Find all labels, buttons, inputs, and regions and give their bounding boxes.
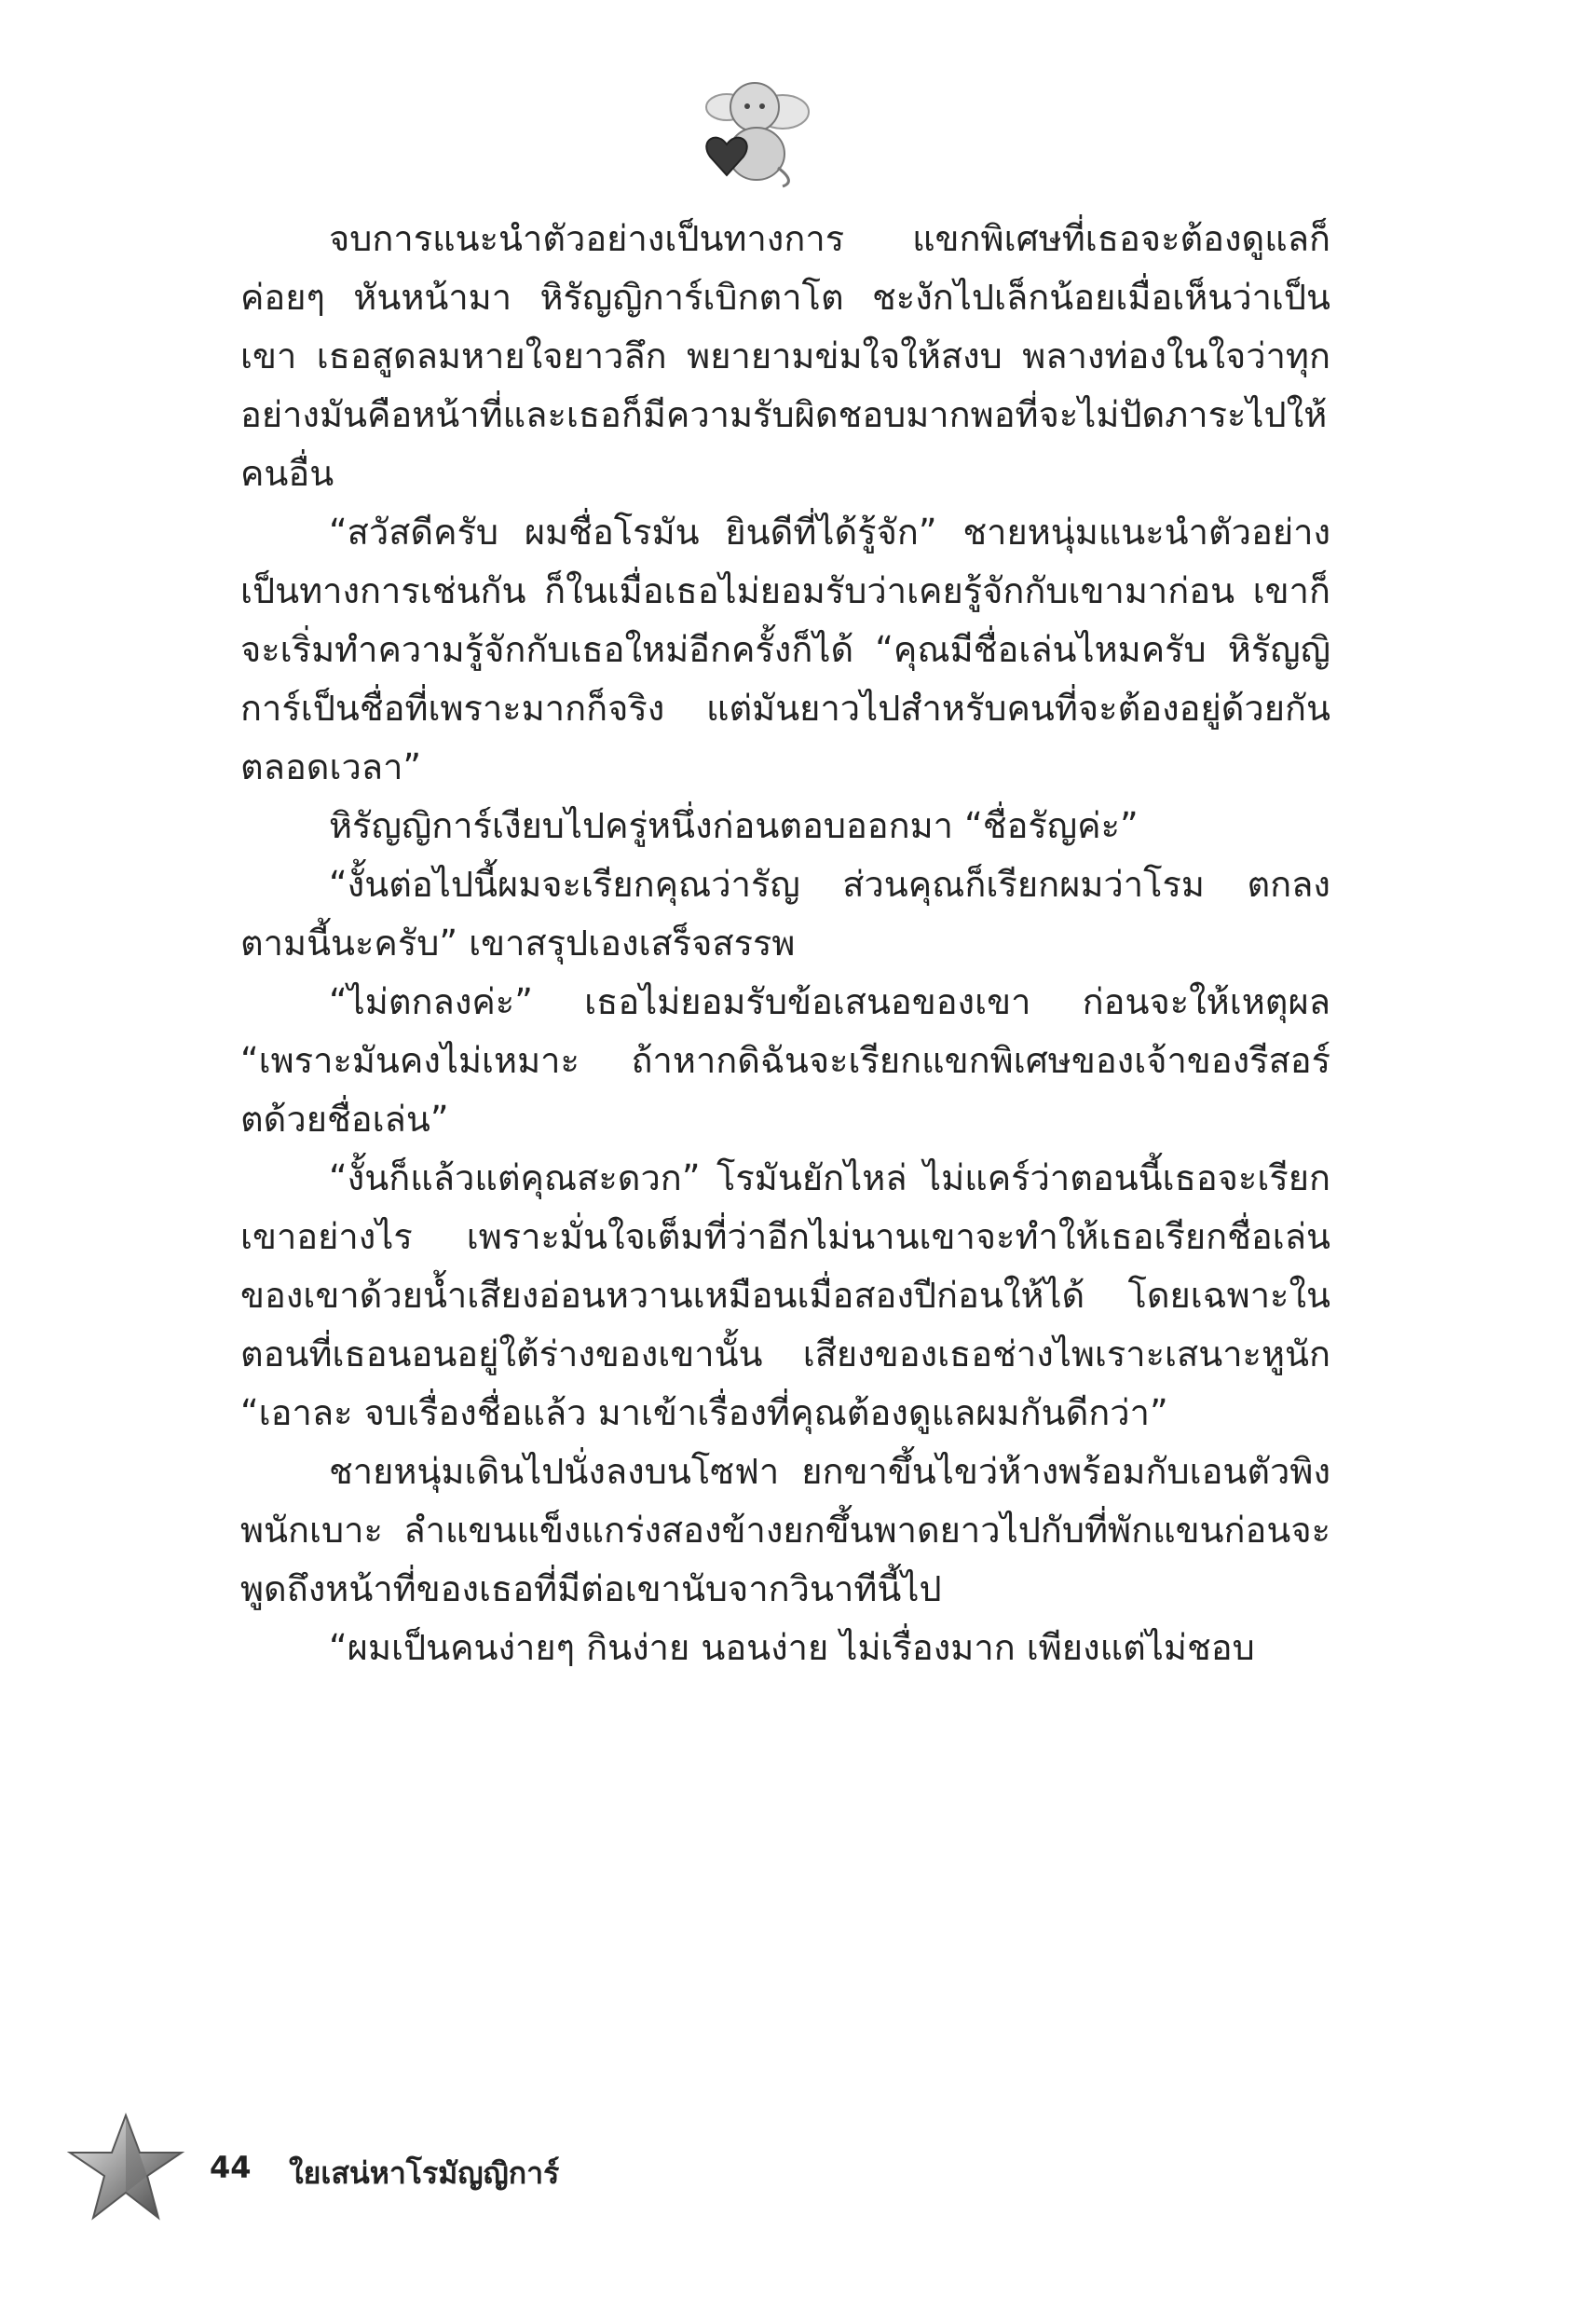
paragraph: หิรัญญิการ์เงียบไปครู่หนึ่งก่อนตอบออกมา “ชื่อรัญค่ะ” xyxy=(329,805,1139,846)
star-icon xyxy=(65,2111,186,2222)
paragraph: จบการแนะนำตัวอย่างเป็นทางการ แขกพิเศษที่เธอจะต้องดูแลก็ค่อยๆ หันหน้ามา หิรัญญิการ์เบิกตาโต ชะงักไปเล็กน้อยเมื่อเห็นว่าเป็นเขา เธอสูดลมหายใจยาวลึก พยายามข่มใจให้สงบ พลางท่องในใจว่าทุกอย่างมันคือหน้าที่และเธอก็มีความรับผิดชอบมากพอที่จะไม่ปัดภาระไปให้คนอื่น xyxy=(240,218,1330,494)
paragraph: “สวัสดีครับ ผมชื่อโรมัน ยินดีที่ได้รู้จัก” ชายหนุ่มแนะนำตัวอย่างเป็นทางการเช่นกัน ก็ในเมื่อเธอไม่ยอมรับว่าเคยรู้จักกับเขามาก่อน เขาก็จะเริ่มทำความรู้จักกับเธอใหม่อีกครั้งก็ได้ “คุณมีชื่อเล่นไหมครับ หิรัญญิการ์เป็นชื่อที่เพราะมากก็จริง แต่มันยาวไปสำหรับคนที่จะต้องอยู่ด้วยกันตลอดเวลา” xyxy=(240,512,1330,787)
paragraph: “ไม่ตกลงค่ะ” เธอไม่ยอมรับข้อเสนอของเขา ก่อนจะให้เหตุผล “เพราะมันคงไม่เหมาะ ถ้าหากดิฉันจะเรียกแขกพิเศษของเจ้าของรีสอร์ตด้วยชื่อเล่น” xyxy=(240,981,1330,1140)
page-number: 44 xyxy=(210,2150,252,2185)
book-title: ใยเสน่หาโรมัญญิการ์ xyxy=(289,2155,560,2191)
paragraph: “งั้นก็แล้วแต่คุณสะดวก” โรมันยักไหล่ ไม่แคร์ว่าตอนนี้เธอจะเรียกเขาอย่างไร เพราะมั่นใจเต็มที่ว่าอีกไม่นานเขาจะทำให้เธอเรียกชื่อเล่นของเขาด้วยน้ำเสียงอ่อนหวานเหมือนเมื่อสองปีก่อนให้ได้ โดยเฉพาะในตอนที่เธอนอนอยู่ใต้ร่างของเขานั้น เสียงของเธอช่างไพเราะเสนาะหูนัก “เอาละ จบเรื่องชื่อแล้ว มาเข้าเรื่องที่คุณต้องดูแลผมกันดีกว่า” xyxy=(240,1157,1330,1433)
paragraph: ชายหนุ่มเดินไปนั่งลงบนโซฟา ยกขาขึ้นไขว่ห้างพร้อมกับเอนตัวพิงพนักเบาะ ลำแขนแข็งแกร่งสองข้างยกขึ้นพาดยาวไปกับที่พักแขนก่อนจะพูดถึงหน้าที่ของเธอที่มีต่อเขานับจากวินาทีนี้ไป xyxy=(240,1451,1330,1609)
paragraph: “ผมเป็นคนง่ายๆ กินง่าย นอนง่าย ไม่เรื่องมาก เพียงแต่ไม่ชอบ xyxy=(329,1627,1255,1668)
page-footer xyxy=(65,2111,811,2222)
paragraph: “งั้นต่อไปนี้ผมจะเรียกคุณว่ารัญ ส่วนคุณก็เรียกผมว่าโรม ตกลงตามนี้นะครับ” เขาสรุปเองเสร็จสรรพ xyxy=(240,864,1330,964)
body-text xyxy=(240,210,1330,1677)
cupid-icon xyxy=(689,65,820,196)
